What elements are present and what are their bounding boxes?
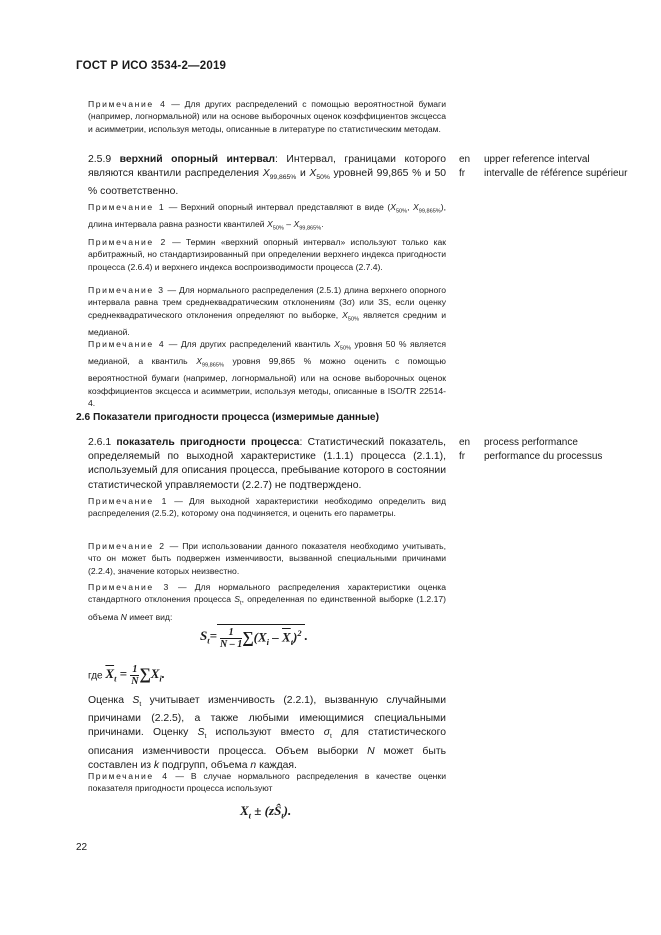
note-label: Примечание 2 xyxy=(88,541,166,551)
note-text: — В случае нормального распределения в качестве оценки показателя пригодности процесса используют xyxy=(88,771,446,794)
f-x: X xyxy=(240,803,249,818)
sub: t xyxy=(290,637,294,648)
sub: 50% xyxy=(272,225,284,232)
note-label: Примечание 4 xyxy=(88,339,166,349)
fr-term: intervalle de référence supérieur xyxy=(484,168,628,180)
var-n: N xyxy=(120,611,127,622)
text: ), длина интервала равна разности квантилей xyxy=(88,202,447,230)
sub: t xyxy=(114,674,117,685)
note-label: Примечание 2 xyxy=(88,237,167,247)
denominator: N xyxy=(131,676,139,687)
sub: i xyxy=(159,674,162,685)
sub: 50% xyxy=(395,208,408,215)
term-261-note-2 xyxy=(88,540,446,577)
term-2-5-9 xyxy=(88,153,446,200)
var-x: X xyxy=(342,309,348,320)
note-text: — Для выходной характеристики необходимо определить вид распределения (2.5.2), которому она подчиняется, и оценить его параметры. xyxy=(88,496,446,519)
sub: 99,865% xyxy=(299,225,322,232)
fraction xyxy=(220,627,242,650)
text: используют вместо xyxy=(206,727,324,739)
term-number: 2.6.1 xyxy=(88,437,112,448)
var-x: X xyxy=(334,339,340,349)
var-x: X xyxy=(262,168,270,180)
var-x: X xyxy=(196,356,202,367)
sub: 50% xyxy=(316,174,330,182)
term-261-note-1 xyxy=(88,495,446,520)
f-body: (X xyxy=(253,629,267,645)
lang-codes-261 xyxy=(459,436,470,464)
f-lhs: S xyxy=(200,627,208,643)
f-z: z xyxy=(269,803,275,818)
note-text: — При использовании данного показателя необходимо учитывать, что он может быть подвержен изменчивости, вызванной специальными причинами (2.2.4), значение которых неизвестно. xyxy=(88,541,446,576)
sub: 99,865% xyxy=(418,208,441,215)
text: уровня 50 % является медианой, а квантиль xyxy=(88,339,446,367)
f-x: X xyxy=(150,666,160,682)
text: и xyxy=(296,168,310,180)
note-text: — Верхний опорный интервал представляют в виде ( xyxy=(165,202,391,212)
text: уровня 99,865 % можно оценить с помощью вероятностной бумаги (например, логнормальной) или на основе выборочных оценок коэффициентов эксцесса и асимметрии, используя методы, описанные в ISO/TR 22514-4. xyxy=(88,356,446,409)
text: для статистического описания изменчивости процесса. Объем выборки xyxy=(88,727,447,757)
f-end: ). xyxy=(283,803,292,818)
note-label: Примечание 1 xyxy=(88,496,168,506)
var-x: X xyxy=(309,168,317,180)
f-s-hat: Ŝ xyxy=(274,803,282,818)
where-clause xyxy=(88,664,165,687)
note-text: — Термин «верхний опорный интервал» используют только как арбитражный, но стандартизированный при определении верхнего индекса пригодности процесса (2.6.4) и верхнего индекса воспроизводимости процесса (2.7.4). xyxy=(88,237,446,272)
var-sigma: σ xyxy=(323,727,331,739)
term-name: верхний опорный интервал xyxy=(119,154,276,165)
sum-sign: ∑ xyxy=(139,666,151,684)
sqrt xyxy=(217,624,305,650)
page-number: 22 xyxy=(76,842,88,853)
sub: i xyxy=(266,637,270,648)
f-xbar: $\overline{X}$ xyxy=(282,629,291,645)
term-259-note-2 xyxy=(88,236,446,273)
var-s: S xyxy=(197,727,205,739)
formula-performance xyxy=(240,803,291,821)
note-text: — Для других распределений с помощью вероятностной бумаги (например, логнормальной) или на основе выборочных оценок коэффициентов эксцесса и асимметрии, используя методы, описанные в литературе по статистическим методам. xyxy=(88,99,446,134)
lang-en: en xyxy=(459,154,471,165)
section-title: 2.6 Показатели пригодности процесса (измеримые данные) xyxy=(76,412,379,423)
term-definition: : Интервал, границами которого являются квантили распределения xyxy=(88,154,446,180)
note-text: — Для нормального распределения (2.5.1) длина верхнего опорного интервала равна трем среднеквадратическим отклонениям (3σ) или 3S, если оценку среднеквадратического отклонения определяют по выборке, xyxy=(88,285,447,320)
text: может быть составлен из xyxy=(88,745,446,771)
f-pm: ± ( xyxy=(251,803,269,818)
text: – xyxy=(283,219,294,230)
text: Оценка xyxy=(88,695,133,706)
note-label: Примечание 1 xyxy=(88,202,166,212)
sub: t xyxy=(330,733,332,741)
f-end: . xyxy=(304,627,308,643)
term-number: 2.5.9 xyxy=(88,154,112,165)
var-s: S xyxy=(132,695,140,706)
sub: 99,865% xyxy=(201,362,224,369)
var-s: S xyxy=(234,594,240,605)
var-x: X xyxy=(390,202,396,212)
sub: 99,865% xyxy=(269,174,297,182)
sub: t xyxy=(207,635,210,646)
f-eq: = xyxy=(116,666,131,682)
equivalents-261 xyxy=(484,436,634,464)
fraction xyxy=(130,664,139,687)
sub: t xyxy=(281,810,284,821)
text: , определенная по единственной выборке (1.2.17) объема xyxy=(88,594,446,622)
f-xbar: $\overline{X}$ xyxy=(105,666,115,682)
term-259-note-1 xyxy=(88,201,446,235)
var-x: X xyxy=(266,219,273,230)
text: подгрупп, объема xyxy=(159,759,251,771)
top-note-4 xyxy=(88,98,446,135)
text: . xyxy=(321,219,324,230)
lang-fr: fr xyxy=(459,168,466,180)
note-text: — Для нормального распределения характеристики оценка стандартного отклонения процесса xyxy=(88,582,446,605)
lang-fr: fr xyxy=(459,451,466,463)
text: каждая. xyxy=(256,759,297,771)
f-eq: = xyxy=(209,627,218,643)
note-label: Примечание 4 xyxy=(88,99,167,109)
sub: t xyxy=(139,701,142,709)
where-word: где xyxy=(88,670,103,682)
sub: t xyxy=(204,733,207,741)
sup: 2 xyxy=(297,628,302,639)
note-label: Примечание 3 xyxy=(88,582,170,592)
paragraph-st xyxy=(88,694,446,773)
sub: t xyxy=(248,810,252,821)
formula-st xyxy=(200,624,308,650)
sub: 50% xyxy=(347,316,360,323)
term-259-note-4 xyxy=(88,338,446,409)
text: имеет вид: xyxy=(126,611,173,622)
numerator: 1 xyxy=(220,627,242,639)
lang-en: en xyxy=(459,437,471,448)
term-2-6-1 xyxy=(88,436,446,493)
f-minus: – xyxy=(269,629,283,645)
term-261-note-4 xyxy=(88,770,446,795)
sum-sign: ∑ xyxy=(242,629,254,647)
var-x: X xyxy=(413,202,419,212)
term-259-note-3 xyxy=(88,284,446,338)
note-text: — Для других распределений квантиль xyxy=(165,339,335,349)
f-end: . xyxy=(161,666,166,682)
sub: 50% xyxy=(339,345,352,352)
en-term: process performance xyxy=(484,437,578,448)
where-formula xyxy=(105,664,166,687)
denominator: N – 1 xyxy=(220,639,243,650)
f-close: ) xyxy=(293,629,298,645)
term-definition: : Статистический показатель, определяемый по выходной характеристике (1.1.1) процесса (2.1.1), используемый для описания процесса, пребывание которого в состоянии статистической управляемости (2.2.7) не подтверждено. xyxy=(88,437,446,491)
text: учитывает изменчивость (2.2.1), вызванную случайными причинами (2.2.5), а также любыми имеющимися специальными причинами. Оценку xyxy=(88,695,447,739)
text: является средним и медианой. xyxy=(88,309,446,337)
note-label: Примечание 4 xyxy=(88,771,169,781)
note-label: Примечание 3 xyxy=(88,285,165,295)
document-header: ГОСТ Р ИСО 3534-2—2019 xyxy=(76,60,227,72)
en-term: upper reference interval xyxy=(484,154,590,165)
text: , xyxy=(407,202,413,212)
var-k: k xyxy=(153,759,160,771)
sub: t xyxy=(240,601,242,608)
numerator: 1 xyxy=(132,664,138,675)
var-n: N xyxy=(367,745,375,757)
term-name: показатель пригодности процесса xyxy=(116,437,300,448)
fr-term: performance du processus xyxy=(484,451,603,463)
term-261-note-3 xyxy=(88,581,446,623)
var-x: X xyxy=(293,219,300,230)
var-n-small: n xyxy=(250,759,257,771)
equivalents-259 xyxy=(484,153,634,181)
lang-codes-259 xyxy=(459,153,470,181)
term-definition-end: уровней 99,865 % и 50 % соответственно. xyxy=(88,168,447,198)
